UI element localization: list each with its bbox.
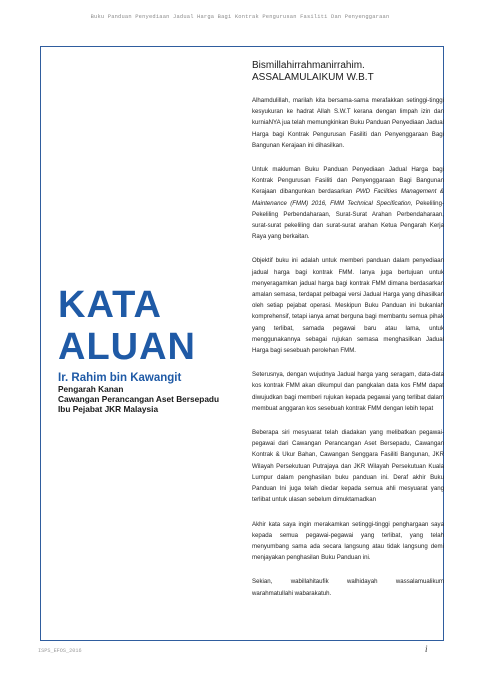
paragraph-4: Seterusnya, dengan wujudnya Jadual harga yang seragam, data-data kos kontrak FMM akan dikumpul dan pangkalan data kos FMM dapat diwujudkan bagi memberi rujukan kepada pegawai yang terlibat dalam membuat anggaran kos sesebuah kontrak FMM dengan lebih tepat bbox=[252, 371, 444, 412]
footer-code: ISPS_EFOS_2016 bbox=[38, 648, 82, 654]
signoff-word-4: wassalamualikum bbox=[395, 578, 444, 586]
paragraph-3: Objektif buku ini adalah untuk memberi panduan dalam penyediaan jadual harga bagi kontrak FMM. Ianya juga bertujuan untuk menyeragamkan jadual harga bagi kontrak FMM dimana berdasarkan amalan semasa, terdapat pelbagai versi Jadual Harga yang dihasilkan oleh setiap pejabat operasi. Meskipun Buku Panduan ini bukanlah komprehensif, tetapi ianya amat berguna bagi membantu semua pihak yang terlibat, samada pegawai baru atau lama, untuk menggunakannya sebagai rujukan semasa menghasilkan Jadual Harga bagi sesebuah perolehan FMM. bbox=[252, 257, 444, 355]
author-name: Ir. Rahim bin Kawangit bbox=[58, 372, 182, 384]
section-title bbox=[58, 284, 248, 368]
title-block bbox=[58, 284, 248, 414]
running-header: Buku Panduan Penyediaan Jadual Harga Bagi Kontrak Pengurusan Fasiliti Dan Penyenggaraan bbox=[90, 14, 390, 20]
author-office: Ibu Pejabat JKR Malaysia bbox=[58, 404, 159, 414]
signoff-line-2: warahmatullahi wabarakatuh. bbox=[252, 589, 332, 597]
signoff-word-2: wabillahitaufik bbox=[290, 578, 329, 586]
title-line-2: ALUAN bbox=[58, 326, 196, 368]
title-line-1: KATA bbox=[58, 284, 162, 326]
paragraph-1: Alhamdulillah, marilah kita bersama-sama merafakkan setinggi-tinggi kesyukuran ke hadrat Allah S.W.T kerana dengan limpah izin dan kurniaNYA jua telah memungkinkan Buku Panduan Penyediaan Jadual Harga bagi Kontrak Pengurusan Fasiliti dan Penyenggaraan Bagi Bangunan Kerajaan ini dihasilkan. bbox=[252, 97, 444, 149]
greeting-bismillah: Bismillahirrahmanirrahim. bbox=[252, 60, 365, 71]
page-number: i bbox=[425, 644, 428, 654]
signoff-line-1 bbox=[252, 576, 444, 587]
paragraph-5: Beberapa siri mesyuarat telah diadakan yang melibatkan pegawai-pegawai dari Cawangan Perancangan Aset Bersepadu, Cawangan Kontrak & Ukur Bahan, Cawangan Senggara Fasiliti Bangunan, JKR Wilayah Persekutuan Putrajaya dan JKR Wilayah Persekutuan Kuala Lumpur dalam penghasilan buku panduan ini. Deraf akhir Buku Panduan Ini juga telah diedar kepada semua ahli mesyuarat yang terlibat untuk ulasan sebelum dimuktamadkan bbox=[252, 429, 444, 504]
paragraph-2 bbox=[252, 164, 444, 242]
signoff-word-3: walhidayah bbox=[347, 578, 378, 586]
signoff bbox=[252, 576, 444, 598]
greeting-salam: ASSALAMULAIKUM W.B.T bbox=[252, 72, 374, 83]
paragraph-6: Akhir kata saya ingin merakamkan setinggi-tinggi penghargaan saya kepada semua pegawai-pegawai yang terlibat, yang telah menyumbang sama ada secara langsung atau tidak langsung demi menjayakan penghasilan Buku Panduan ini. bbox=[252, 520, 444, 562]
author-position: Pengarah Kanan bbox=[58, 384, 124, 394]
paragraph-2-text-b: Pekeliling-Pekeliling Perbendaharaan, Surat-Surat Arahan Perbendaharaan, surat-surat pekeliling dan surat-surat arahan Ketua Pengarah Kerja Raya yang berkaitan. bbox=[252, 199, 444, 241]
paragraph-2-text-a: Untuk makluman Buku Panduan Penyediaan Jadual Harga bagi Kontrak Pengurusan Fasiliti dan Penyenggaraan Bagi Bangunan Kerajaan dibangunkan berdasarkan bbox=[252, 166, 444, 196]
foreword-body bbox=[252, 60, 444, 599]
author-division: Cawangan Perancangan Aset Bersepadu bbox=[58, 394, 220, 404]
signoff-word-1: Sekian, bbox=[252, 578, 273, 586]
paragraph-2-italic: PWD Facilities Management & Maintenance (FMM) 2016, FMM Technical Specification, bbox=[252, 188, 444, 207]
